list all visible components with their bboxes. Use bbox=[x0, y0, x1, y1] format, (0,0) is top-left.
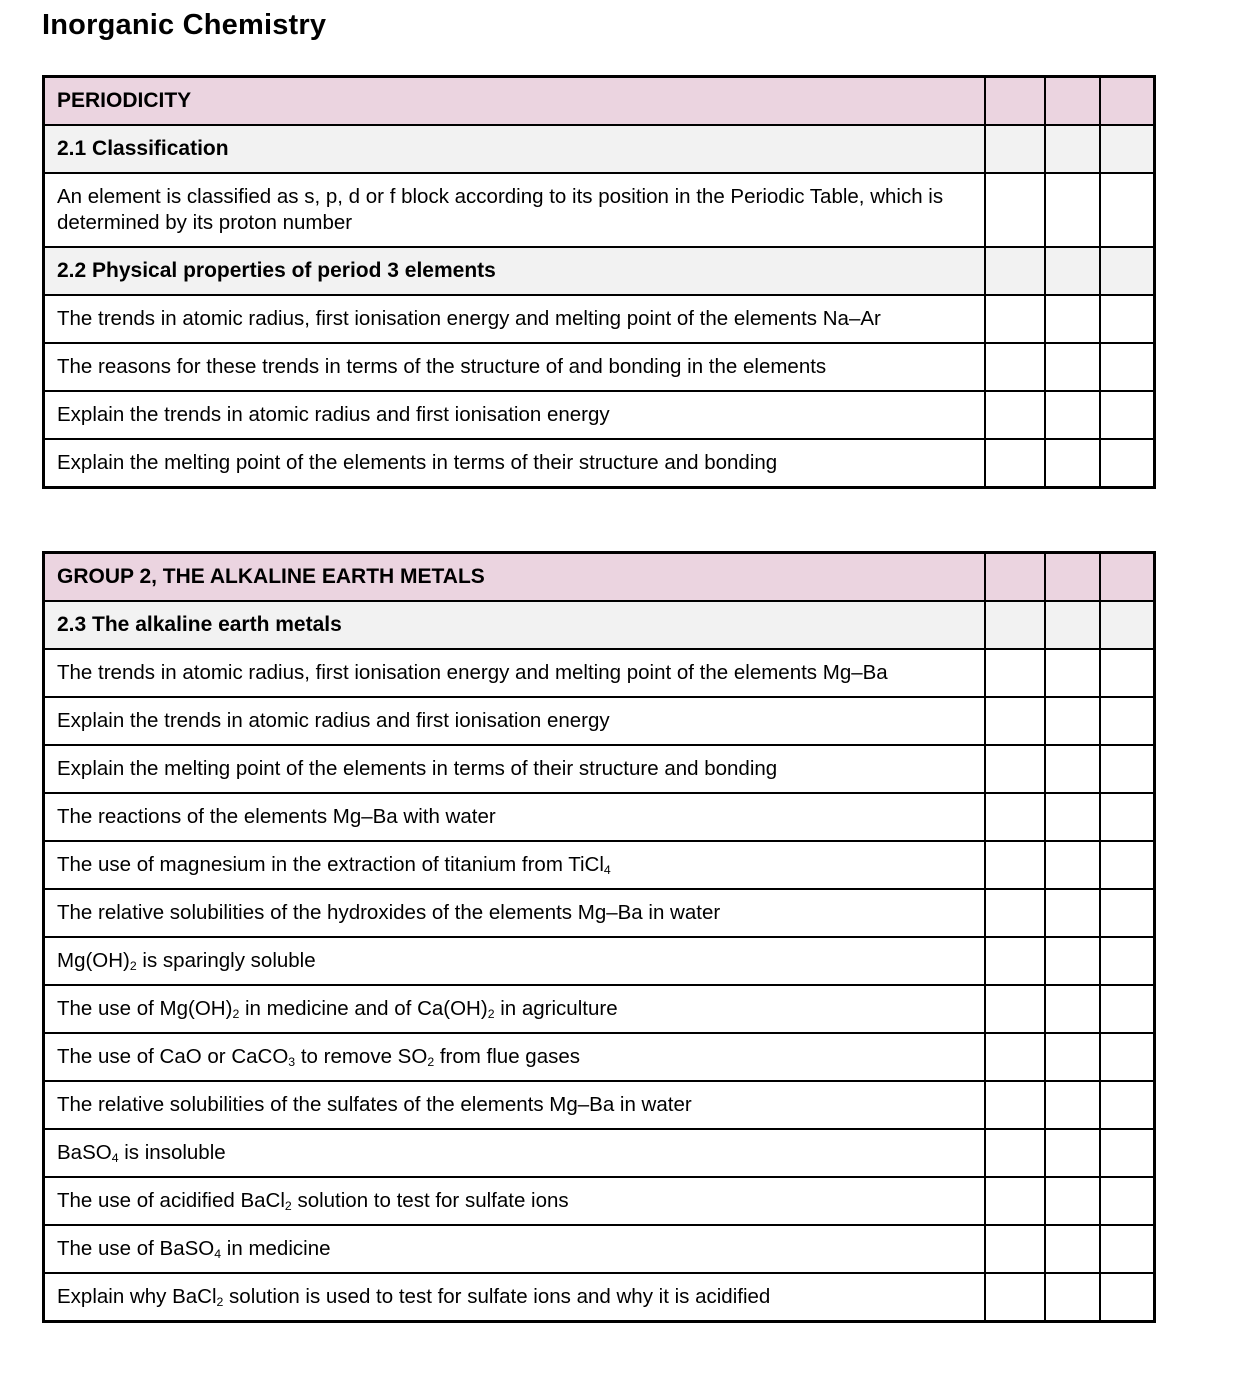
item-check-cell-2[interactable] bbox=[1045, 745, 1100, 793]
checklist-item-row bbox=[44, 295, 1155, 343]
item-check-cell-1[interactable] bbox=[985, 985, 1045, 1033]
item-check-cell-2[interactable] bbox=[1045, 841, 1100, 889]
item-text-cell: An element is classified as s, p, d or f block according to its position in the Periodic Table, which is determined by its proton number bbox=[44, 173, 985, 247]
item-check-cell-3[interactable] bbox=[1100, 1273, 1155, 1322]
item-check-cell-1[interactable] bbox=[985, 1177, 1045, 1225]
item-text-cell: The use of BaSO$_4$ in medicine bbox=[44, 1225, 985, 1273]
subsection-row bbox=[44, 601, 1155, 649]
item-check-cell-1[interactable] bbox=[985, 697, 1045, 745]
checklist-item-row bbox=[44, 985, 1155, 1033]
item-check-cell-2[interactable] bbox=[1045, 295, 1100, 343]
item-text-cell: The trends in atomic radius, first ionisation energy and melting point of the elements Na–Ar bbox=[44, 295, 985, 343]
item-check-cell-1[interactable] bbox=[985, 649, 1045, 697]
section-header-check-cell-3[interactable] bbox=[1100, 553, 1155, 602]
checklist-item-row bbox=[44, 745, 1155, 793]
subscript-text: 2 bbox=[284, 1199, 292, 1214]
checklist-item-row bbox=[44, 697, 1155, 745]
item-check-cell-2[interactable] bbox=[1045, 1273, 1100, 1322]
item-check-cell-1[interactable] bbox=[985, 1273, 1045, 1322]
subsection-row bbox=[44, 125, 1155, 173]
subscript-text: 2 bbox=[129, 959, 137, 974]
item-text-cell: $Mg(OH)_2$ is sparingly soluble bbox=[44, 937, 985, 985]
item-text-cell: The use of magnesium in the extraction of titanium from TiCl$_4$ bbox=[44, 841, 985, 889]
item-text-cell: The reactions of the elements Mg–Ba with water bbox=[44, 793, 985, 841]
checklist-item-row bbox=[44, 793, 1155, 841]
item-check-cell-2[interactable] bbox=[1045, 1129, 1100, 1177]
checklist-item-row bbox=[44, 649, 1155, 697]
item-check-cell-1[interactable] bbox=[985, 391, 1045, 439]
item-check-cell-3[interactable] bbox=[1100, 649, 1155, 697]
page-title: Inorganic Chemistry bbox=[42, 9, 327, 41]
item-text-cell: BaSO$_4$ is insoluble bbox=[44, 1129, 985, 1177]
item-check-cell-1[interactable] bbox=[985, 343, 1045, 391]
section-header-cell: GROUP 2, THE ALKALINE EARTH METALS bbox=[44, 553, 985, 602]
subscript-text: 2 bbox=[487, 1007, 495, 1022]
section-header-row bbox=[44, 553, 1155, 602]
item-check-cell-3[interactable] bbox=[1100, 343, 1155, 391]
subsection-check-cell-1[interactable] bbox=[985, 601, 1045, 649]
subsection-check-cell-2[interactable] bbox=[1045, 247, 1100, 295]
checklist-item-row bbox=[44, 439, 1155, 488]
item-check-cell-3[interactable] bbox=[1100, 697, 1155, 745]
checklist-item-row bbox=[44, 1273, 1155, 1322]
item-check-cell-3[interactable] bbox=[1100, 391, 1155, 439]
subsection-check-cell-2[interactable] bbox=[1045, 601, 1100, 649]
subscript-text: 2 bbox=[216, 1295, 224, 1310]
item-check-cell-2[interactable] bbox=[1045, 1033, 1100, 1081]
checklist-item-row bbox=[44, 391, 1155, 439]
subsection-row bbox=[44, 247, 1155, 295]
item-check-cell-2[interactable] bbox=[1045, 697, 1100, 745]
item-check-cell-3[interactable] bbox=[1100, 889, 1155, 937]
subsection-check-cell-3[interactable] bbox=[1100, 601, 1155, 649]
item-check-cell-3[interactable] bbox=[1100, 1129, 1155, 1177]
item-check-cell-2[interactable] bbox=[1045, 985, 1100, 1033]
item-check-cell-1[interactable] bbox=[985, 173, 1045, 247]
checklist-item-row bbox=[44, 1081, 1155, 1129]
subsection-header-cell: 2.2 Physical properties of period 3 elements bbox=[44, 247, 985, 295]
checklist-item-row bbox=[44, 1129, 1155, 1177]
item-check-cell-2[interactable] bbox=[1045, 1225, 1100, 1273]
subsection-check-cell-1[interactable] bbox=[985, 125, 1045, 173]
subsection-check-cell-1[interactable] bbox=[985, 247, 1045, 295]
checklist-item-row bbox=[44, 1177, 1155, 1225]
item-check-cell-1[interactable] bbox=[985, 1081, 1045, 1129]
subscript-text: 2 bbox=[232, 1007, 240, 1022]
subsection-header-cell: 2.3 The alkaline earth metals bbox=[44, 601, 985, 649]
checklist-item-row bbox=[44, 889, 1155, 937]
item-check-cell-2[interactable] bbox=[1045, 1177, 1100, 1225]
item-check-cell-3[interactable] bbox=[1100, 1225, 1155, 1273]
section-header-check-cell-2[interactable] bbox=[1045, 553, 1100, 602]
item-text-cell: The use of $Mg(OH)_2$ in medicine and of $Ca(OH)_2$ in agriculture bbox=[44, 985, 985, 1033]
item-check-cell-1[interactable] bbox=[985, 745, 1045, 793]
checklist-item-row bbox=[44, 841, 1155, 889]
section-header-cell: PERIODICITY bbox=[44, 77, 985, 126]
item-check-cell-3[interactable] bbox=[1100, 1177, 1155, 1225]
item-text-cell: The reasons for these trends in terms of the structure of and bonding in the elements bbox=[44, 343, 985, 391]
item-check-cell-1[interactable] bbox=[985, 889, 1045, 937]
item-check-cell-1[interactable] bbox=[985, 1033, 1045, 1081]
item-check-cell-1[interactable] bbox=[985, 841, 1045, 889]
checklist-item-row bbox=[44, 1033, 1155, 1081]
item-text-cell: Explain why BaCl$_2$ solution is used to test for sulfate ions and why it is acidified bbox=[44, 1273, 985, 1322]
item-check-cell-1[interactable] bbox=[985, 1129, 1045, 1177]
section-header-check-cell-1[interactable] bbox=[985, 553, 1045, 602]
subscript-text: 2 bbox=[427, 1055, 435, 1070]
item-check-cell-2[interactable] bbox=[1045, 937, 1100, 985]
subscript-text: 3 bbox=[288, 1055, 296, 1070]
item-check-cell-3[interactable] bbox=[1100, 1081, 1155, 1129]
tables-container bbox=[42, 75, 1248, 1323]
item-check-cell-1[interactable] bbox=[985, 793, 1045, 841]
section-header-check-cell-1[interactable] bbox=[985, 77, 1045, 126]
subsection-header-cell: 2.1 Classification bbox=[44, 125, 985, 173]
item-check-cell-2[interactable] bbox=[1045, 391, 1100, 439]
subscript-text: 4 bbox=[214, 1247, 222, 1262]
item-check-cell-1[interactable] bbox=[985, 1225, 1045, 1273]
item-check-cell-2[interactable] bbox=[1045, 889, 1100, 937]
item-check-cell-3[interactable] bbox=[1100, 937, 1155, 985]
item-check-cell-3[interactable] bbox=[1100, 745, 1155, 793]
item-text-cell: Explain the trends in atomic radius and first ionisation energy bbox=[44, 697, 985, 745]
checklist-table-1 bbox=[42, 75, 1156, 489]
item-check-cell-2[interactable] bbox=[1045, 649, 1100, 697]
checklist-item-row bbox=[44, 937, 1155, 985]
item-check-cell-3[interactable] bbox=[1100, 841, 1155, 889]
item-text-cell: The use of acidified BaCl$_2$ solution to test for sulfate ions bbox=[44, 1177, 985, 1225]
item-text-cell: The use of CaO or CaCO$_3$ to remove $SO_2$ from flue gases bbox=[44, 1033, 985, 1081]
item-check-cell-2[interactable] bbox=[1045, 343, 1100, 391]
section-header-check-cell-2[interactable] bbox=[1045, 77, 1100, 126]
section-header-check-cell-3[interactable] bbox=[1100, 77, 1155, 126]
section-header-row bbox=[44, 77, 1155, 126]
item-check-cell-3[interactable] bbox=[1100, 1033, 1155, 1081]
item-text-cell: Explain the trends in atomic radius and first ionisation energy bbox=[44, 391, 985, 439]
subsection-check-cell-3[interactable] bbox=[1100, 125, 1155, 173]
checklist-table-2 bbox=[42, 551, 1156, 1323]
item-text-cell: Explain the melting point of the elements in terms of their structure and bonding bbox=[44, 745, 985, 793]
item-check-cell-1[interactable] bbox=[985, 937, 1045, 985]
item-text-cell: The relative solubilities of the sulfates of the elements Mg–Ba in water bbox=[44, 1081, 985, 1129]
item-check-cell-2[interactable] bbox=[1045, 173, 1100, 247]
item-check-cell-3[interactable] bbox=[1100, 985, 1155, 1033]
item-text-cell: The relative solubilities of the hydroxides of the elements Mg–Ba in water bbox=[44, 889, 985, 937]
item-text-cell: Explain the melting point of the elements in terms of their structure and bonding bbox=[44, 439, 985, 488]
checklist-item-row bbox=[44, 343, 1155, 391]
item-check-cell-3[interactable] bbox=[1100, 439, 1155, 488]
item-check-cell-2[interactable] bbox=[1045, 439, 1100, 488]
subscript-text: 4 bbox=[603, 863, 611, 878]
subsection-check-cell-2[interactable] bbox=[1045, 125, 1100, 173]
checklist-item-row bbox=[44, 1225, 1155, 1273]
item-text-cell: The trends in atomic radius, first ionisation energy and melting point of the elements Mg–Ba bbox=[44, 649, 985, 697]
item-check-cell-3[interactable] bbox=[1100, 173, 1155, 247]
item-check-cell-1[interactable] bbox=[985, 295, 1045, 343]
subscript-text: 4 bbox=[111, 1151, 119, 1166]
checklist-item-row bbox=[44, 173, 1155, 247]
item-check-cell-3[interactable] bbox=[1100, 793, 1155, 841]
item-check-cell-1[interactable] bbox=[985, 439, 1045, 488]
item-check-cell-3[interactable] bbox=[1100, 295, 1155, 343]
subsection-check-cell-3[interactable] bbox=[1100, 247, 1155, 295]
item-check-cell-2[interactable] bbox=[1045, 1081, 1100, 1129]
item-check-cell-2[interactable] bbox=[1045, 793, 1100, 841]
